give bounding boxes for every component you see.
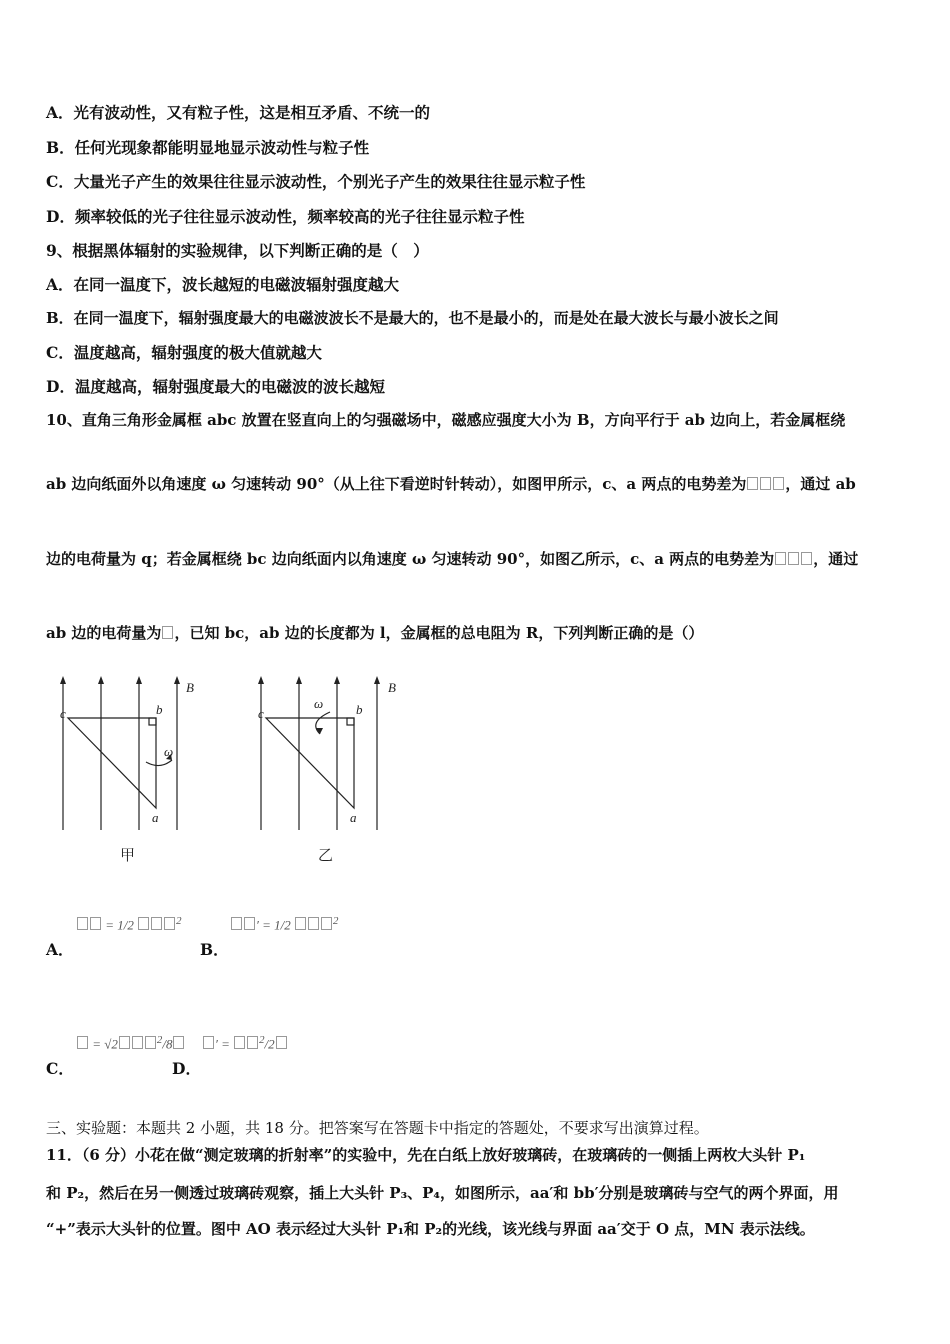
q10-figure [40,670,420,870]
q10-line-4: ab 边的电荷量为 ，已知 bc，ab 边的长度都为 l，金属框的总电阻为 R，下列判断正确的是（） [46,624,704,642]
label-b: b [156,702,163,717]
q10-option-a: A． [46,940,74,959]
q10-option-b: B． [200,940,229,959]
section-3-heading: 三、实验题：本题共 2 小题，共 18 分。把答案写在答题卡中指定的答题处，不要求写出演算过程。 [46,1119,709,1137]
label-omega: ω [164,744,174,759]
formula-placeholder-icon [773,477,784,490]
triangle-frame-jia [68,718,156,808]
q11-line-2: 和 P₂，然后在另一侧透过玻璃砖观察，插上大头针 P₃、P₄，如图所示，aa′和 bb′分别是玻璃砖与空气的两个界面，用 [46,1184,839,1202]
q9-option-c: C．温度越高，辐射强度的极大值就越大 [46,343,322,362]
q10-line-3: 边的电荷量为 q；若金属框绕 bc 边向纸面内以角速度 ω 匀速转动 90°，如图乙所示，c、a 两点的电势差为 ，通过 [46,550,859,568]
q9-stem: 9、根据黑体辐射的实验规律，以下判断正确的是（ ） [46,241,429,260]
q9-option-b: B．在同一温度下，辐射强度最大的电磁波波长不是最大的，也不是最小的，而是处在最大波长与最小波长之间 [46,309,779,327]
q8-option-a: A．光有波动性，又有粒子性，这是相互矛盾、不统一的 [46,103,431,122]
label-c: c [258,706,264,721]
caption-yi: 乙 [318,846,334,864]
q9-option-d: D．温度越高，辐射强度最大的电磁波的波长越短 [46,377,385,396]
formula-placeholder-icon [760,477,771,490]
rotation-arrow-icon [146,760,172,766]
label-omega: ω [314,696,324,711]
label-a: a [350,810,357,825]
formula-placeholder-icon [747,477,758,490]
q10-line-1: 10、直角三角形金属框 abc 放置在竖直向上的匀强磁场中，磁感应强度大小为 B，方向平行于 ab 边向上，若金属框绕 [46,411,846,429]
right-angle-mark [347,718,354,725]
formula-placeholder-icon [788,552,799,565]
label-b: b [356,702,363,717]
q10-option-d: D． [172,1059,201,1078]
formula-placeholder-icon [775,552,786,565]
formula-d: ′ = $^2$/2 [202,1034,288,1052]
formula-a: = 1/2 $^2$ [76,915,182,933]
q8-option-b: B．任何光现象都能明显地显示波动性与粒子性 [46,138,370,157]
label-a: a [152,810,159,825]
q8-option-d: D．频率较低的光子往往显示波动性，频率较高的光子往往显示粒子性 [46,207,525,226]
q10-option-c: C． [46,1059,74,1078]
label-c: c [60,706,66,721]
triangle-frame-yi [266,718,354,808]
label-b-field: B [186,680,194,695]
formula-placeholder-icon [801,552,812,565]
q8-option-c: C．大量光子产生的效果往往显示波动性，个别光子产生的效果往往显示粒子性 [46,172,586,191]
label-b-field: B [388,680,396,695]
caption-jia: 甲 [120,846,136,864]
formula-c: = √2 $^2$/8 [76,1034,185,1052]
q11-line-1: 11．（6 分）小花在做“测定玻璃的折射率”的实验中，先在白纸上放好玻璃砖，在玻璃砖的一侧插上两枚大头针 P₁ [46,1146,806,1164]
q11-line-3: “+”表示大头针的位置。图中 AO 表示经过大头针 P₁和 P₂的光线，该光线与界面 aa′交于 O 点，MN 表示法线。 [46,1220,815,1238]
q10-line-2: ab 边向纸面外以角速度 ω 匀速转动 90°（从上往下看逆时针转动），如图甲所示，c、a 两点的电势差为 ，通过 ab [46,475,856,493]
q9-option-a: A．在同一温度下，波长越短的电磁波辐射强度越大 [46,275,400,294]
formula-placeholder-icon [162,626,173,639]
formula-b: ′ = 1/2 $^2$ [230,915,338,933]
right-angle-mark [149,718,156,725]
